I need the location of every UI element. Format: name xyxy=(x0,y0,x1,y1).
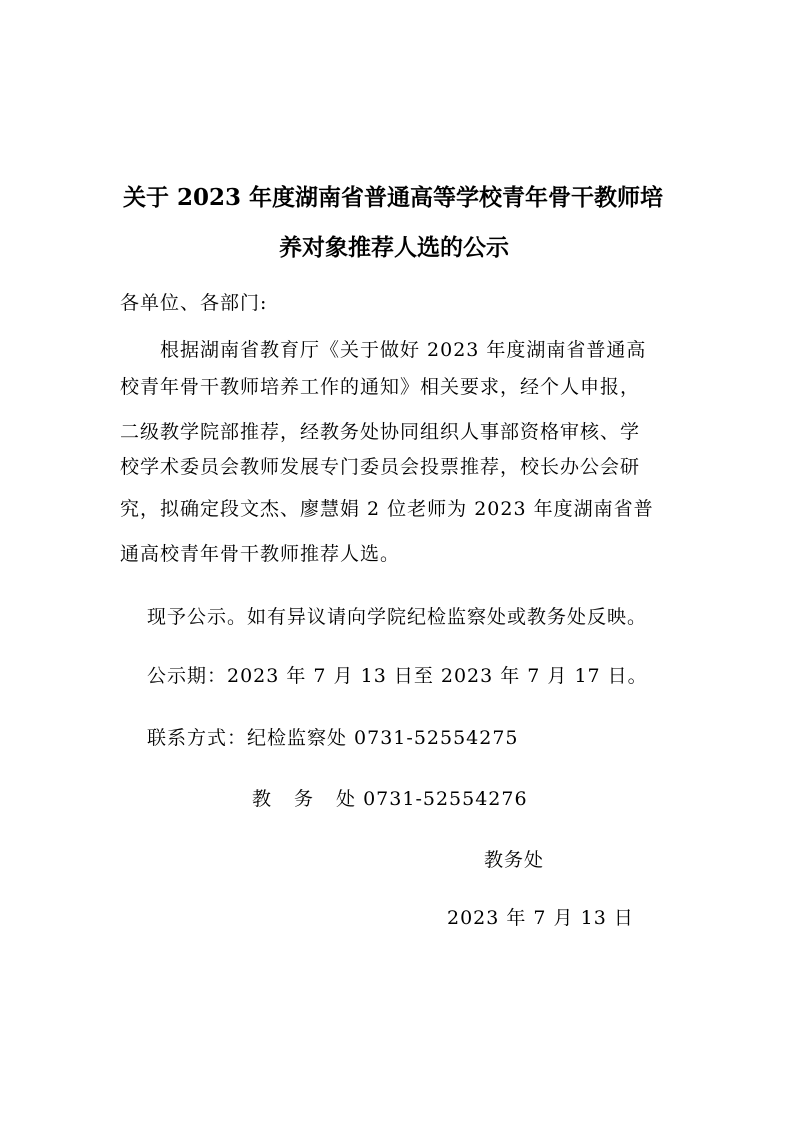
salutation: 各单位、各部门: xyxy=(120,292,268,314)
contact-phone: 0731-52554276 xyxy=(363,788,528,810)
contact-office-char: 教 xyxy=(252,788,273,810)
paragraph-line: 究，拟确定段文杰、廖慧娟 2 位老师为 2023 年度湖南省普 xyxy=(120,498,654,520)
paragraph-line: 通高校青年骨干教师推荐人选。 xyxy=(120,543,401,565)
contact-line-discipline-office: 联系方式：纪检监察处 0731-52554275 xyxy=(147,727,519,749)
signature-date: 2023 年 7 月 13 日 xyxy=(447,907,634,929)
paragraph-line: 根据湖南省教育厅《关于做好 2023 年度湖南省普通高 xyxy=(160,339,647,361)
objection-notice: 现予公示。如有异议请向学院纪检监察处或教务处反映。 xyxy=(147,606,648,628)
signature-organization: 教务处 xyxy=(484,849,545,871)
publicity-period: 公示期：2023 年 7 月 13 日至 2023 年 7 月 17 日。 xyxy=(147,665,648,687)
contact-office-char: 处 xyxy=(336,788,357,810)
paragraph-line: 校青年骨干教师培养工作的通知》相关要求，经个人申报， xyxy=(120,376,641,398)
document-title-line-2: 养对象推荐人选的公示 xyxy=(279,234,509,261)
contact-line-academic-affairs xyxy=(252,787,528,811)
paragraph-line: 二级教学院部推荐，经教务处协同组织人事部资格审核、学 xyxy=(120,421,641,443)
paragraph-line: 校学术委员会教师发展专门委员会投票推荐，校长办公会研 xyxy=(120,456,641,478)
contact-office-char: 务 xyxy=(294,788,315,810)
document-title-line-1: 关于 2023 年度湖南省普通高等学校青年骨干教师培 xyxy=(123,184,664,211)
